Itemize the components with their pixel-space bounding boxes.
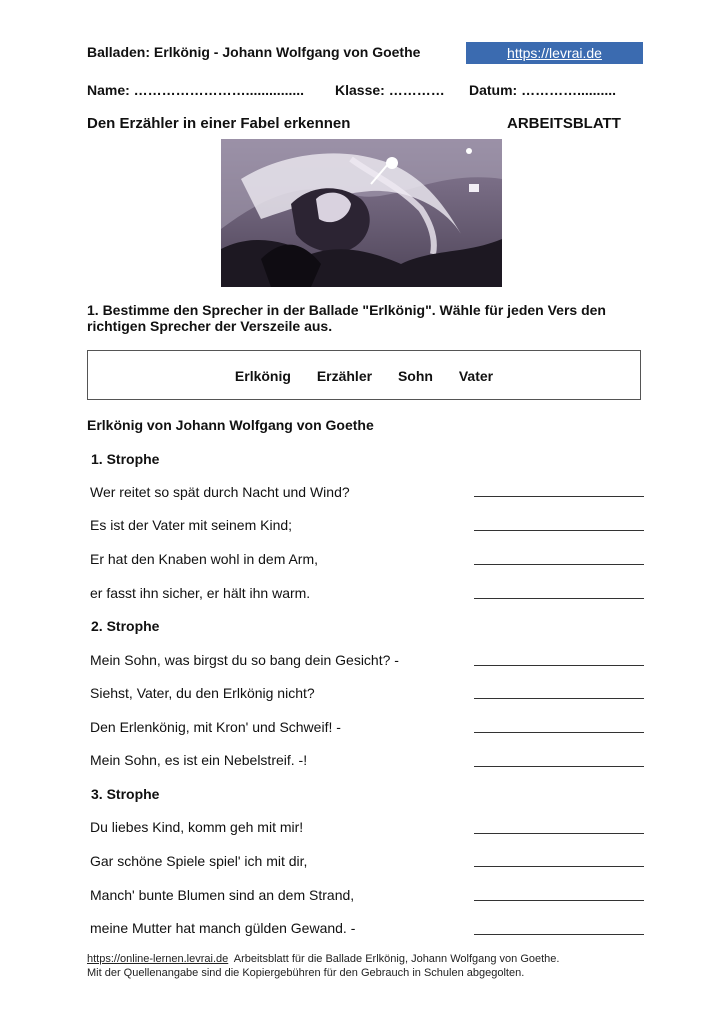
verse-line: meine Mutter hat manch gülden Gewand. -	[90, 920, 356, 936]
answer-line[interactable]	[474, 698, 644, 699]
verse-line: Mein Sohn, was birgst du so bang dein Gesicht? -	[90, 652, 399, 668]
speaker-vater: Vater	[458, 368, 494, 384]
answer-line[interactable]	[474, 598, 644, 599]
footer-link[interactable]: https://online-lernen.levrai.de	[87, 953, 229, 965]
verse-line: Wer reitet so spät durch Nacht und Wind?	[90, 484, 350, 500]
answer-line[interactable]	[474, 665, 644, 666]
answer-line[interactable]	[474, 564, 644, 565]
answer-line[interactable]	[474, 732, 644, 733]
name-field: Name: ……………………...............	[87, 82, 305, 98]
verse-line: Gar schöne Spiele spiel' ich mit dir,	[90, 853, 308, 869]
answer-line[interactable]	[474, 833, 644, 834]
footer-line-2: Mit der Quellenangabe sind die Kopiergebühren für den Gebrauch in Schulen abgegolten.	[87, 967, 525, 979]
speaker-erlkoenig: Erlkönig	[234, 368, 291, 384]
worksheet-subtitle: Den Erzähler in einer Fabel erkennen	[87, 115, 351, 132]
worksheet-title: Balladen: Erlkönig - Johann Wolfgang von Goethe	[87, 44, 421, 60]
answer-line[interactable]	[474, 934, 644, 935]
footer-line-1	[87, 953, 559, 965]
strophe-title: 2. Strophe	[91, 618, 160, 634]
answer-line[interactable]	[474, 530, 644, 531]
verse-line: Manch' bunte Blumen sind an dem Strand,	[90, 887, 355, 903]
datum-field: Datum: …………..........	[469, 82, 617, 98]
speaker-erzaehler: Erzähler	[316, 368, 373, 384]
verse-line: Es ist der Vater mit seinem Kind;	[90, 517, 293, 533]
footer-text: Arbeitsblatt für die Ballade Erlkönig, Johann Wolfgang von Goethe.	[228, 953, 560, 965]
erlkoenig-illustration	[221, 139, 502, 287]
verse-line: Siehst, Vater, du den Erlkönig nicht?	[90, 685, 315, 701]
verse-line: Er hat den Knaben wohl in dem Arm,	[90, 551, 319, 567]
speaker-sohn: Sohn	[397, 368, 433, 384]
worksheet-label: ARBEITSBLATT	[507, 115, 621, 132]
verse-line: er fasst ihn sicher, er hält ihn warm.	[90, 585, 311, 601]
strophe-title: 1. Strophe	[91, 451, 160, 467]
speaker-options	[88, 368, 640, 384]
task-line-2: richtigen Sprecher der Verszeile aus.	[87, 318, 333, 334]
levrai-link[interactable]: https://levrai.de	[466, 42, 643, 64]
answer-line[interactable]	[474, 766, 644, 767]
answer-line[interactable]	[474, 900, 644, 901]
verse-line: Den Erlenkönig, mit Kron' und Schweif! -	[90, 719, 341, 735]
speaker-options-box	[87, 350, 641, 400]
verse-line: Mein Sohn, es ist ein Nebelstreif. -!	[90, 752, 308, 768]
poem-title: Erlkönig von Johann Wolfgang von Goethe	[87, 417, 374, 433]
answer-line[interactable]	[474, 866, 644, 867]
strophe-title: 3. Strophe	[91, 786, 160, 802]
verse-line: Du liebes Kind, komm geh mit mir!	[90, 819, 304, 835]
task-line-1: 1. Bestimme den Sprecher in der Ballade "Erlkönig". Wähle für jeden Vers den	[87, 302, 606, 318]
klasse-field: Klasse: …………	[335, 82, 445, 98]
answer-line[interactable]	[474, 496, 644, 497]
